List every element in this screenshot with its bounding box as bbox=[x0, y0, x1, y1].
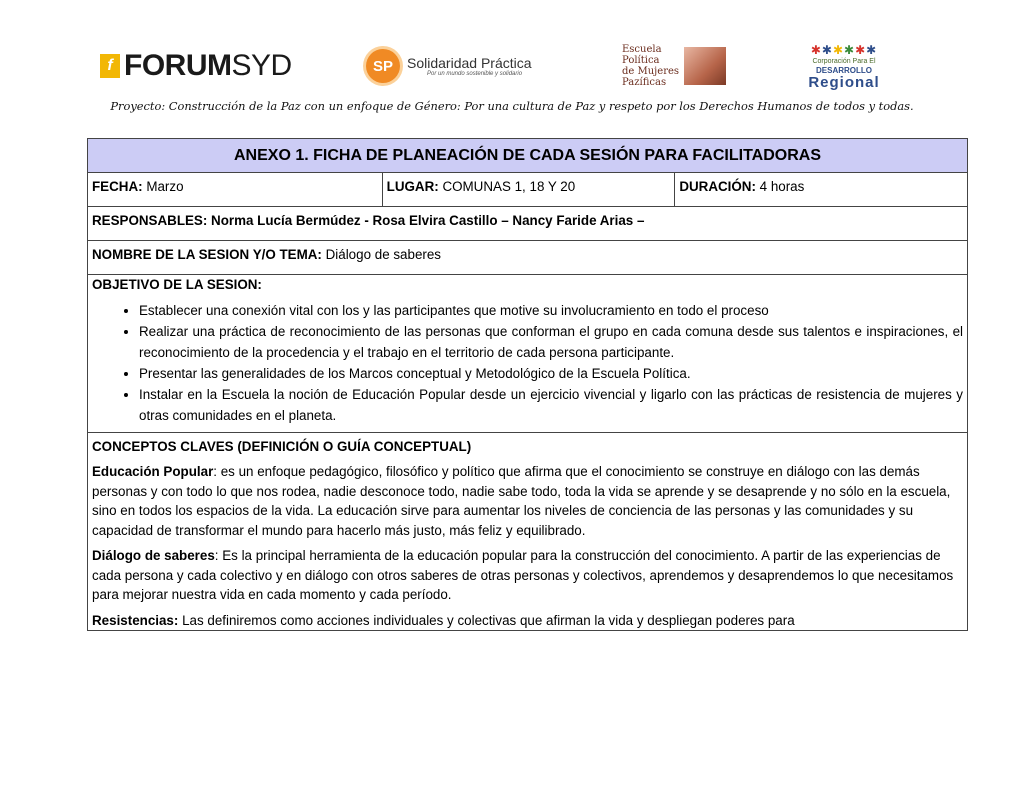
list-item: • Realizar una práctica de reconocimiento de las personas que conforman el grupo en cada comuna desde sus talentos e inspiraciones, el reconocimiento de la procedencia y el trabajo en el territorio de cada persona participante. bbox=[139, 321, 963, 363]
concepto-term: Resistencias: bbox=[92, 612, 179, 628]
planning-sheet-table bbox=[87, 138, 968, 631]
hands-image-icon bbox=[684, 47, 726, 85]
sp-name: Solidaridad Práctica bbox=[407, 55, 532, 71]
forumsyd-bold-text: FORUM bbox=[124, 49, 232, 82]
concepto-term: Diálogo de saberes bbox=[92, 548, 215, 563]
escuela-text bbox=[622, 44, 682, 88]
objetivo-label: OBJETIVO DE LA SESION: bbox=[92, 277, 262, 292]
concepto-educacion-popular bbox=[92, 462, 963, 540]
sp-text bbox=[407, 55, 532, 77]
concepto-resistencias bbox=[92, 611, 963, 631]
responsables-value: Norma Lucía Bermúdez - Rosa Elvira Castillo – Nancy Faride Arias – bbox=[207, 213, 645, 228]
nombre-sesion-cell bbox=[88, 241, 968, 275]
duracion-label: DURACIÓN: bbox=[679, 179, 756, 194]
lugar-label: LUGAR: bbox=[386, 179, 439, 194]
duracion-cell bbox=[675, 173, 968, 207]
nombre-label: NOMBRE DE LA SESION Y/O TEMA: bbox=[92, 247, 322, 262]
escuela-line-2: de Mujeres bbox=[622, 66, 680, 77]
responsables-cell bbox=[88, 207, 968, 241]
list-item: • Presentar las generalidades de los Marcos conceptual y Metodológico de la Escuela Política. bbox=[139, 363, 963, 384]
sp-circle-icon: SP bbox=[366, 49, 400, 83]
escuela-politica-logo bbox=[622, 42, 726, 90]
solidaridad-practica-logo bbox=[366, 42, 532, 90]
objetivo-cell bbox=[88, 275, 968, 433]
conceptos-label: CONCEPTOS CLAVES (DEFINICIÓN O GUÍA CONCEPTUAL) bbox=[92, 439, 472, 454]
forumsyd-light-text: SYD bbox=[231, 49, 292, 82]
people-figures-icon: ✱✱✱✱✱✱ bbox=[810, 43, 878, 57]
concepto-text: Las definiremos como acciones individuales y colectivas que afirman la vida y despliegan poderes para bbox=[178, 612, 795, 628]
conceptos-cell bbox=[88, 433, 968, 631]
concepto-term: Educación Popular bbox=[92, 464, 214, 479]
fecha-cell bbox=[88, 173, 383, 207]
forumsyd-mark-icon: f bbox=[100, 54, 120, 78]
project-line: Proyecto: Construcción de la Paz con un enfoque de Género: Por una cultura de Paz y respeto por los Derechos Humanos de todos y todas. bbox=[110, 99, 914, 113]
concepto-text: : es un enfoque pedagógico, filosófico y político que afirma que el conocimiento se construye en diálogo con las demás personas y con todo lo que nos rodea, nadie desconoce todo, nadie sabe todo, toda la vida se aprende y se desaprende y no sólo en la escuela, sino en todos los espacios de la vida. La educación sirve para aumentar los niveles de conciencia de las personas y las comunidades y su capacidad de transformar el mundo para hacerlo más justo, más feliz y equilibrado. bbox=[92, 464, 951, 538]
responsables-label: RESPONSABLES: bbox=[92, 213, 208, 228]
corporacion-desarrollo-regional-logo bbox=[796, 42, 892, 90]
escuela-line-3: Pazíficas bbox=[622, 77, 667, 88]
duracion-value: 4 horas bbox=[755, 179, 805, 194]
lugar-cell bbox=[382, 173, 675, 207]
sheet-title: ANEXO 1. FICHA DE PLANEACIÓN DE CADA SESIÓN PARA FACILITADORAS bbox=[88, 139, 968, 173]
list-item: • Instalar en la Escuela la noción de Educación Popular desde un ejercicio vivencial y ligarlo con las prácticas de resistencia de mujeres y otras comunidades en el planeta. bbox=[139, 384, 963, 426]
cdr-line-3: Regional bbox=[808, 74, 880, 91]
cdr-line-2: DESARROLLO bbox=[816, 66, 872, 75]
nombre-value: Diálogo de saberes bbox=[321, 247, 441, 262]
concepto-text: : Es la principal herramienta de la educación popular para la construcción del conocimiento. A partir de las experiencias de cada persona y cada colectivo y en diálogo con otros saberes de otras personas y colectivos, aprendemos y desaprendemos lo que necesitamos para mejorar nuestra vida en cada momento y cada período. bbox=[92, 548, 954, 602]
cdr-line-1: Corporación Para El bbox=[812, 58, 876, 65]
logo-bar bbox=[0, 42, 1024, 94]
escuela-line-1: Escuela Política bbox=[622, 44, 662, 66]
fecha-label: FECHA: bbox=[92, 179, 143, 194]
objetivos-list bbox=[92, 300, 963, 426]
sp-tagline: Por un mundo sostenible y solidario bbox=[427, 71, 523, 77]
lugar-value: COMUNAS 1, 18 Y 20 bbox=[438, 179, 576, 194]
forumsyd-logo bbox=[100, 42, 292, 90]
list-item: • Establecer una conexión vital con los y las participantes que motive su involucramiento en todo el proceso bbox=[139, 300, 963, 321]
fecha-value: Marzo bbox=[142, 179, 184, 194]
concepto-dialogo-saberes bbox=[92, 546, 963, 605]
